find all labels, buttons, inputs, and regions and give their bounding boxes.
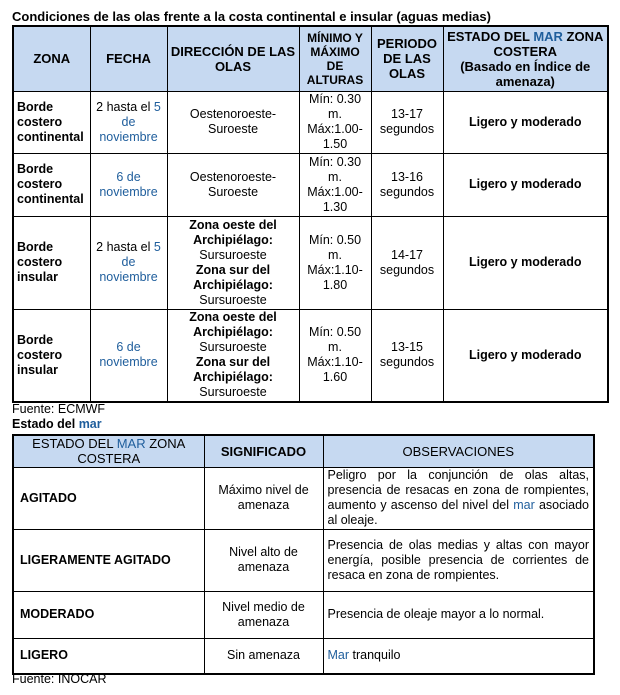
fecha-highlight: 5 de noviembre [99,240,161,284]
header-significado: SIGNIFICADO [204,435,323,467]
table-row [13,309,608,402]
table-row [13,153,608,216]
periodo-cell: 14-17 segundos [371,216,443,309]
document-title: Condiciones de las olas frente a la costa continental e insular (aguas medias) [12,9,491,24]
significado-cell: Sin amenaza [204,638,323,674]
table-row [13,591,594,638]
section-subtitle [12,417,102,431]
header-estado-mar: MAR [533,28,563,44]
observaciones-highlight: Mar [327,648,350,663]
source-inocar: Fuente: INOCAR [12,672,107,686]
direccion-cell: Oestenoroeste-Suroeste [167,153,299,216]
periodo-cell: 13-17 segundos [371,91,443,153]
altura-min: Mín: 0.30 m. [308,154,362,184]
altura-max: Máx:1.00-1.30 [307,184,363,214]
zona-cell: Borde costero continental [13,91,90,153]
fecha-cell [90,309,167,402]
estado-cell: Ligero y moderado [443,309,608,402]
significado-cell: Nivel medio de amenaza [204,591,323,638]
observaciones-text: Presencia de oleaje mayor a lo normal. [327,607,545,621]
header-estado-text-2: ZONA COSTERA [77,436,186,467]
direccion-zona-sur-value: Sursuroeste [199,292,267,307]
subtitle-highlight: mar [78,417,102,431]
fecha-highlight: 5 de noviembre [99,99,161,144]
periodo-cell: 13-15 segundos [371,309,443,402]
observaciones-cell [323,467,594,529]
altura-min: Mín: 0.30 m. [308,92,362,121]
header-estado-text: ESTADO DEL [32,436,117,452]
direccion-zona-sur-label: Zona sur del Archipiélago: [193,355,273,385]
fecha-cell [90,216,167,309]
altura-max: Máx:1.10-1.80 [307,262,363,292]
table-header-row [13,26,608,91]
header-zona: ZONA [13,26,90,91]
alturas-cell [299,91,371,153]
periodo-cell: 13-16 segundos [371,153,443,216]
direccion-zona-sur-label: Zona sur del Archipiélago: [193,262,273,292]
fecha-cell [90,153,167,216]
direccion-zona-oeste-label: Zona oeste del Archipiélago: [189,217,277,247]
direccion-cell: Oestenoroeste-Suroeste [167,91,299,153]
alturas-cell [299,309,371,402]
observaciones-cell [323,591,594,638]
table-header-row [13,435,594,467]
significado-cell: Nivel alto de amenaza [204,529,323,591]
direccion-cell [167,309,299,402]
direccion-zona-oeste-value: Sursuroeste [199,340,267,355]
direccion-zona-oeste-value: Sursuroeste [199,247,267,262]
header-direccion: DIRECCIÓN DE LAS OLAS [167,26,299,91]
header-estado-text-2: ZONA COSTERA [493,28,604,59]
estado-cell: LIGERO [13,638,204,674]
fecha-highlight: 6 de noviembre [99,169,158,199]
header-estado-mar: MAR [116,436,146,452]
observaciones-highlight: mar [513,498,535,512]
altura-max: Máx:1.10-1.60 [307,355,363,385]
fecha-text: 2 hasta el [96,240,154,254]
header-estado [13,435,204,467]
table-row [13,91,608,153]
estado-cell: LIGERAMENTE AGITADO [13,529,204,591]
wave-conditions-table [12,25,609,403]
estado-cell: Ligero y moderado [443,153,608,216]
observaciones-cell [323,638,594,674]
header-estado-note: (Basado en Índice de amenaza) [460,58,591,89]
estado-cell: AGITADO [13,467,204,529]
header-periodo: PERIODO DE LAS OLAS [371,26,443,91]
direccion-zona-sur-value: Sursuroeste [199,385,267,400]
direccion-cell [167,216,299,309]
observaciones-cell [323,529,594,591]
subtitle-text: Estado del [12,417,79,431]
alturas-cell [299,153,371,216]
fecha-highlight: 6 de noviembre [99,340,158,370]
fecha-text: 2 hasta el [96,99,154,114]
altura-max: Máx:1.00-1.50 [307,122,363,151]
estado-cell: MODERADO [13,591,204,638]
altura-min: Mín: 0.50 m. [308,232,362,262]
header-estado-text: ESTADO DEL [447,28,534,44]
observaciones-text: Peligro por la conjunción de olas altas, presencia de resacas en zona de rompientes, aumento y ascenso del nivel del [327,468,589,512]
estado-cell: Ligero y moderado [443,216,608,309]
zona-cell: Borde costero insular [13,309,90,402]
table-row [13,216,608,309]
zona-cell: Borde costero continental [13,153,90,216]
altura-min: Mín: 0.50 m. [308,325,362,355]
observaciones-text-2: asociado al oleaje. [327,498,589,527]
sea-state-table [12,434,595,675]
direccion-zona-oeste-label: Zona oeste del Archipiélago: [189,310,277,340]
header-estado [443,26,608,91]
fecha-cell [90,91,167,153]
alturas-cell [299,216,371,309]
observaciones-text-2: tranquilo [349,648,401,663]
header-min-max: MÍNIMO Y MÁXIMO DE ALTURAS [299,26,371,91]
observaciones-text: Presencia de olas medias y altas con mayor energía, posible presencia de corrientes de resaca en zona de rompientes. [327,537,589,582]
table-row [13,467,594,529]
table-row [13,529,594,591]
header-fecha: FECHA [90,26,167,91]
zona-cell: Borde costero insular [13,216,90,309]
significado-cell: Máximo nivel de amenaza [204,467,323,529]
header-observaciones: OBSERVACIONES [323,435,594,467]
estado-cell: Ligero y moderado [443,91,608,153]
source-ecmwf: Fuente: ECMWF [12,402,106,416]
table-row [13,638,594,674]
